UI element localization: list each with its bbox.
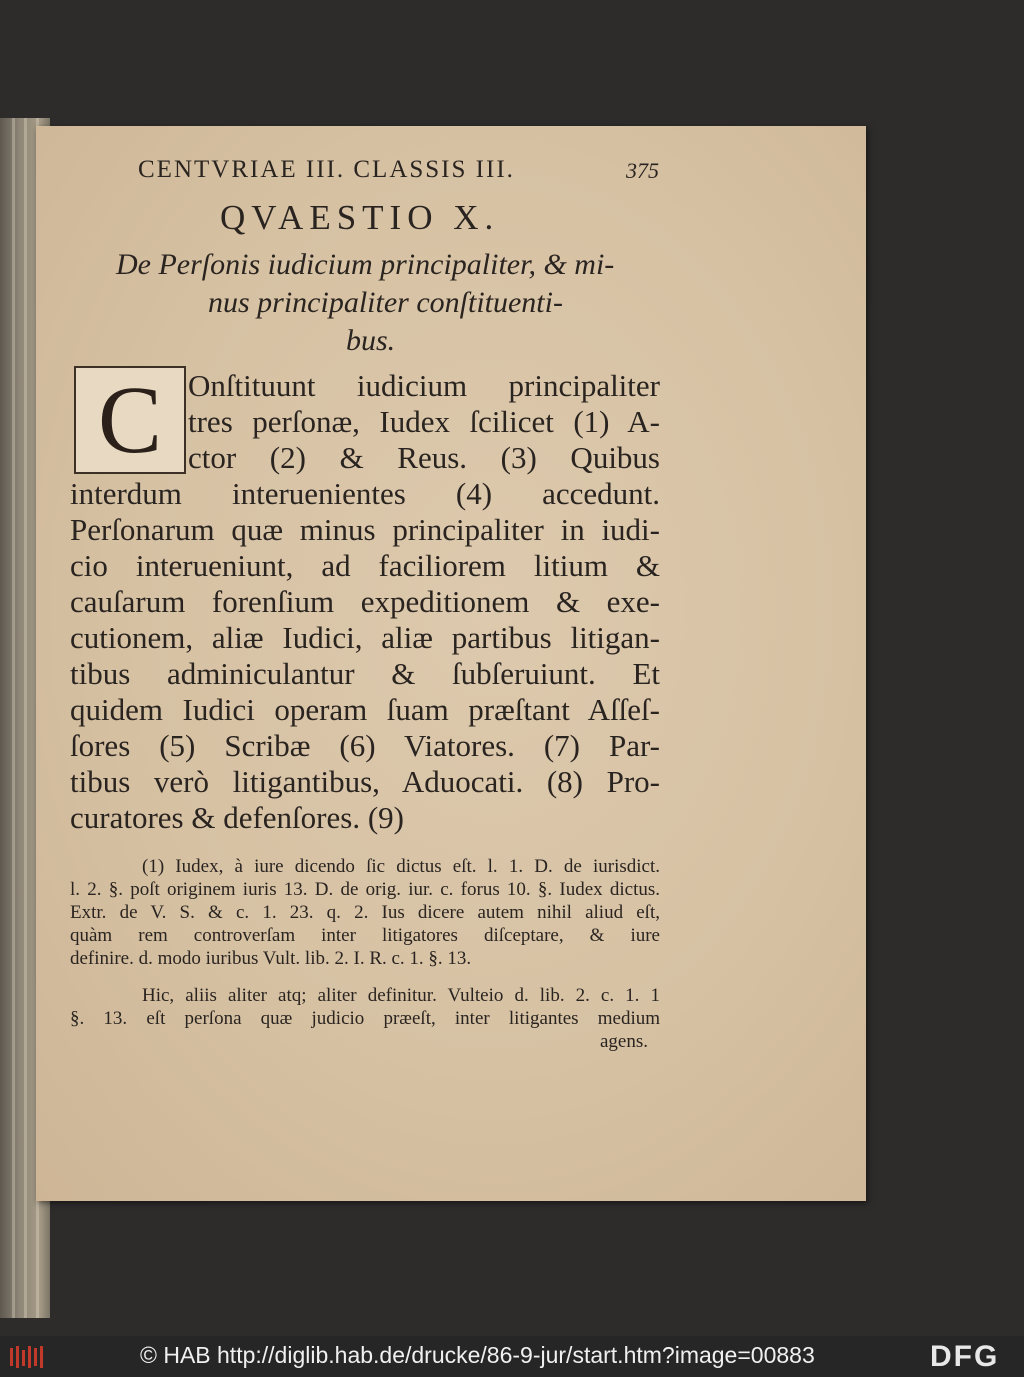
drop-cap-initial <box>74 366 186 474</box>
body-line: interdum interuenientes (4) accedunt. <box>70 476 660 511</box>
copyright-url[interactable]: © HAB http://diglib.hab.de/drucke/86-9-jur/start.htm?image=00883 <box>140 1342 815 1368</box>
footnote-line: Hic, aliis aliter atq; aliter definitur. Vulteio d. lib. 2. c. 1. 1 <box>142 985 660 1006</box>
subtitle-line: bus. <box>346 324 396 357</box>
body-line: tres perſonæ, Iudex ſcilicet (1) A- <box>188 404 660 439</box>
body-line: ctor (2) & Reus. (3) Quibus <box>188 440 660 475</box>
subtitle-line: nus principaliter conſtituenti- <box>208 286 563 319</box>
footnote-line: Extr. de V. S. & c. 1. 23. q. 2. Ius dicere autem nihil aliud eſt, <box>70 902 660 923</box>
page-number: 375 <box>626 158 659 183</box>
body-line: tibus adminiculantur & ſubſeruiunt. Et <box>70 656 660 691</box>
footnote-line: quàm rem controverſam inter litigatores diſceptare, & iure <box>70 925 660 946</box>
body-line: cutionem, aliæ Iudici, aliæ partibus litigan- <box>70 620 660 655</box>
hab-logo-icon <box>8 1344 48 1370</box>
body-line: Onſtituunt iudicium principaliter <box>188 368 660 403</box>
question-title: QVAESTIO X. <box>220 198 500 237</box>
body-line: cio interueniunt, ad faciliorem litium & <box>70 548 660 583</box>
body-line: cauſarum forenſium expeditionem & exe- <box>70 584 660 619</box>
footnote-line: agens. <box>600 1031 649 1052</box>
body-line: Perſonarum quæ minus principaliter in iudi- <box>70 512 660 547</box>
footnote-line: (1) Iudex, à iure dicendo ſic dictus eſt. l. 1. D. de iurisdict. <box>142 856 660 877</box>
book-page <box>36 126 866 1201</box>
body-line: tibus verò litigantibus, Aduocati. (8) Pro- <box>70 764 660 799</box>
body-line: curatores & defenſores. (9) <box>70 800 404 835</box>
subtitle-line: De Perſonis iudicium principaliter, & mi- <box>116 248 615 281</box>
body-line: ſores (5) Scribæ (6) Viatores. (7) Par- <box>70 728 660 763</box>
footnote-line: §. 13. eſt perſona quæ judicio præeſt, inter litigantes medium <box>70 1008 660 1029</box>
body-line: quidem Iudici operam ſuam præſtant Aſſeſ- <box>70 692 660 727</box>
viewer-footer <box>0 1336 1024 1377</box>
footnote-line: definire. d. modo iuribus Vult. lib. 2. I. R. c. 1. §. 13. <box>70 948 472 969</box>
footnote-line: l. 2. §. poſt originem iuris 13. D. de orig. iur. c. forus 10. §. Iudex dictus. <box>70 879 660 900</box>
running-head: CENTVRIAE III. CLASSIS III. <box>138 156 515 183</box>
dfg-logo: DFG <box>930 1340 1000 1373</box>
drop-cap-letter: C <box>97 366 163 473</box>
